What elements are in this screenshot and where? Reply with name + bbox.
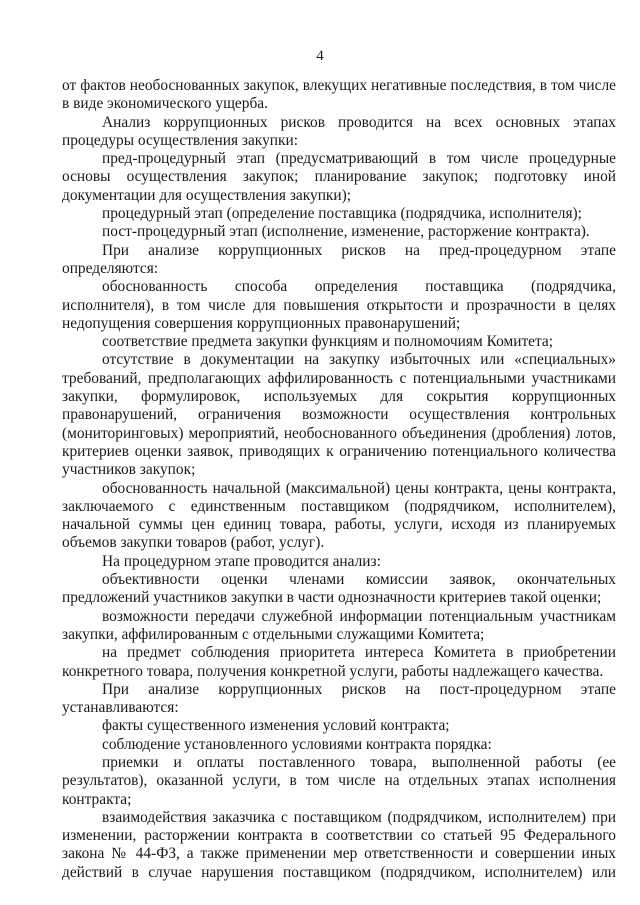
paragraph: процедурный этап (определение поставщика (подрядчика, исполнителя); bbox=[102, 205, 582, 223]
document-body bbox=[62, 77, 616, 882]
paragraph: При анализе коррупционных рисков на пред-процедурном этапе определяются: bbox=[62, 241, 616, 277]
paragraph: соблюдение установленного условиями контракта порядка: bbox=[102, 735, 492, 753]
paragraph: объективности оценки членами комиссии заявок, окончательных предложений участников закупки в части однозначности критериев такой оценки; bbox=[62, 571, 616, 607]
paragraph: обоснованность начальной (максимальной) цены контракта, цены контракта, заключаемого с единственным поставщиком (подрядчиком, исполнителем), начальной суммы цен единиц товара, работы, услуги, исходя из планируемых объемов закупки товаров (работ, услуг). bbox=[62, 479, 616, 552]
paragraph: пред-процедурный этап (предусматривающий в том числе процедурные основы осуществления закупок; планирование закупок; подготовку иной документации для осуществления закупки); bbox=[62, 150, 616, 204]
paragraph: на предмет соблюдения приоритета интереса Комитета в приобретении конкретного товара, получения конкретной услуги, работы надлежащего качества. bbox=[62, 644, 616, 680]
paragraph: возможности передачи служебной информации потенциальным участникам закупки, аффилированным с отдельными служащими Комитета; bbox=[62, 607, 616, 643]
paragraph: пост-процедурный этап (исполнение, изменение, расторжение контракта). bbox=[102, 223, 590, 241]
page-number: 4 bbox=[316, 48, 324, 64]
paragraph: обоснованность способа определения поставщика (подрядчика, исполнителя), в том числе для повышения открытости и прозрачности в целях недопущения совершения коррупционных правонарушений; bbox=[62, 278, 616, 332]
paragraph: факты существенного изменения условий контракта; bbox=[102, 717, 450, 735]
paragraph: При анализе коррупционных рисков на пост-процедурном этапе устанавливаются: bbox=[62, 680, 616, 717]
paragraph: отсутствие в документации на закупку избыточных или «специальных» требований, предполагающих аффилированность с потенциальными участниками закупки, формулировок, используемых для сокрытия коррупционных правонарушений, ограничения возможности осуществления контрольных (мониторинговых) мероприятий, необоснованного объединения (дробления) лотов, критериев оценки заявок, приводящих к ограничению потенциального количества участников закупок; bbox=[62, 351, 616, 479]
paragraph: взаимодействия заказчика с поставщиком (подрядчиком, исполнителем) при изменении, расторжении контракта в соответствии со статьей 95 Федерального закона № 44-ФЗ, а также применении мер ответственности и совершении иных действий в случае нарушения поставщиком (подрядчиком, исполнителем) или bbox=[62, 808, 616, 881]
paragraph: приемки и оплаты поставленного товара, выполненной работы (ее результатов), оказанной услуги, в том числе на отдельных этапах исполнения контракта; bbox=[62, 753, 616, 808]
paragraph: от фактов необоснованных закупок, влекущих негативные последствия, в том числе в виде экономического ущерба. bbox=[62, 77, 616, 113]
paragraph: Анализ коррупционных рисков проводится на всех основных этапах процедуры осуществления закупки: bbox=[62, 113, 616, 149]
paragraph: На процедурном этапе проводится анализ: bbox=[102, 552, 381, 570]
paragraph: соответствие предмета закупки функциям и полномочиям Комитета; bbox=[102, 333, 554, 351]
